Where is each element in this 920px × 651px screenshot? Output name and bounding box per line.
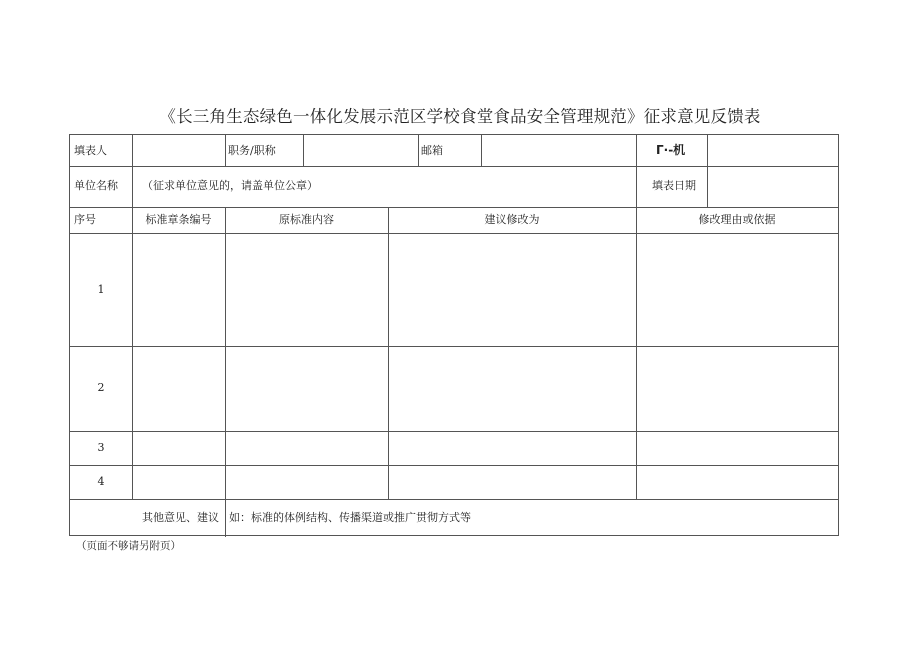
row-number: 4 xyxy=(97,475,105,488)
position-field[interactable] xyxy=(304,136,417,165)
phone-field[interactable] xyxy=(708,136,837,165)
date-field[interactable] xyxy=(708,167,837,206)
email-field[interactable] xyxy=(482,136,635,165)
filler-label: 填表人 xyxy=(74,144,107,157)
col-divider xyxy=(388,207,389,499)
filler-field[interactable] xyxy=(133,136,224,165)
unit-placeholder[interactable]: （征求单位意见的，请盖单位公章） xyxy=(142,179,318,192)
row-divider xyxy=(70,431,838,432)
row-divider xyxy=(70,207,838,208)
col-divider xyxy=(132,166,133,207)
footnote: （页面不够请另附页） xyxy=(76,540,181,552)
form-title: 《长三角生态绿色一体化发展示范区学校食堂食品安全管理规范》征求意见反馈表 xyxy=(159,107,761,126)
col-divider xyxy=(225,135,226,166)
phone-label: Γ·-机 xyxy=(656,143,686,157)
col-header-seq: 序号 xyxy=(74,213,96,226)
row-number: 1 xyxy=(97,283,105,296)
col-divider xyxy=(225,207,226,537)
col-divider xyxy=(132,207,133,499)
col-header-original: 原标准内容 xyxy=(279,213,334,226)
row-divider xyxy=(70,499,838,500)
row-number: 3 xyxy=(97,441,105,454)
col-divider xyxy=(636,135,637,166)
col-header-clause: 标准章条编号 xyxy=(145,213,212,226)
email-label: 邮箱 xyxy=(421,144,443,157)
col-divider xyxy=(636,207,637,499)
position-label: 职务/职称 xyxy=(228,144,276,157)
date-label: 填表日期 xyxy=(652,179,696,192)
col-divider xyxy=(636,166,637,207)
row-number: 2 xyxy=(97,381,105,394)
other-content[interactable]: 如：标准的体例结构、传播渠道或推广贯彻方式等 xyxy=(229,511,471,524)
row-divider xyxy=(70,233,838,234)
row-divider xyxy=(70,346,838,347)
feedback-form-table xyxy=(69,134,839,536)
col-header-reason: 修改理由或依据 xyxy=(698,213,776,226)
col-divider xyxy=(418,135,419,166)
col-header-suggestion: 建议修改为 xyxy=(484,213,540,226)
unit-label: 单位名称 xyxy=(74,179,118,192)
row-divider xyxy=(70,465,838,466)
other-label: 其他意见、建议 xyxy=(142,511,219,524)
